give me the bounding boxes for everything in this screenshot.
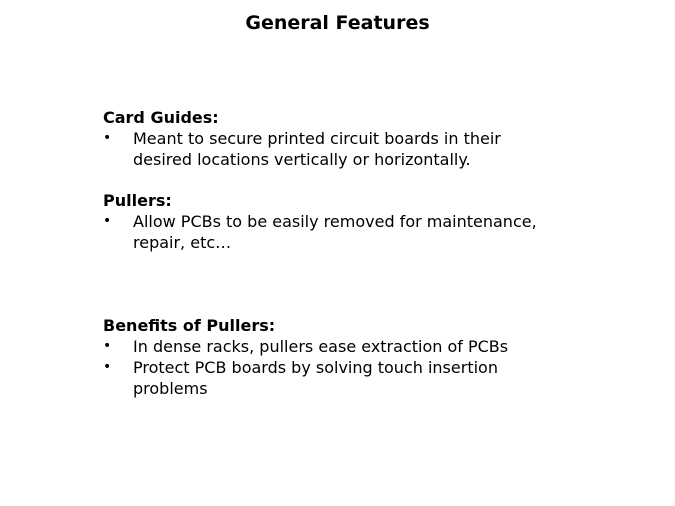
bullet-icon: • [103, 213, 112, 229]
bullet-text: Protect PCB boards by solving touch insertion problems [133, 358, 498, 398]
section-benefits-of-pullers [103, 315, 563, 399]
bullet-list [103, 336, 563, 399]
bullet-icon: • [103, 338, 112, 354]
bullet-icon: • [103, 130, 112, 146]
section-heading: Pullers: [103, 191, 172, 210]
bullet-text: Allow PCBs to be easily removed for maintenance, repair, etc… [133, 212, 537, 252]
bullet-text: Meant to secure printed circuit boards in their desired locations vertically or horizontally. [133, 129, 501, 169]
bullet-list [103, 128, 563, 170]
bullet-list [103, 211, 563, 253]
section-heading: Card Guides: [103, 108, 219, 127]
slide-title: General Features [245, 12, 430, 34]
section-card-guides [103, 107, 563, 170]
list-item [103, 336, 563, 357]
section-pullers [103, 190, 563, 253]
bullet-text: In dense racks, pullers ease extraction of PCBs [133, 337, 509, 356]
bullet-icon: • [103, 359, 112, 375]
section-heading: Benefits of Pullers: [103, 316, 276, 335]
list-item [103, 211, 563, 253]
list-item [103, 357, 563, 399]
list-item [103, 128, 563, 170]
